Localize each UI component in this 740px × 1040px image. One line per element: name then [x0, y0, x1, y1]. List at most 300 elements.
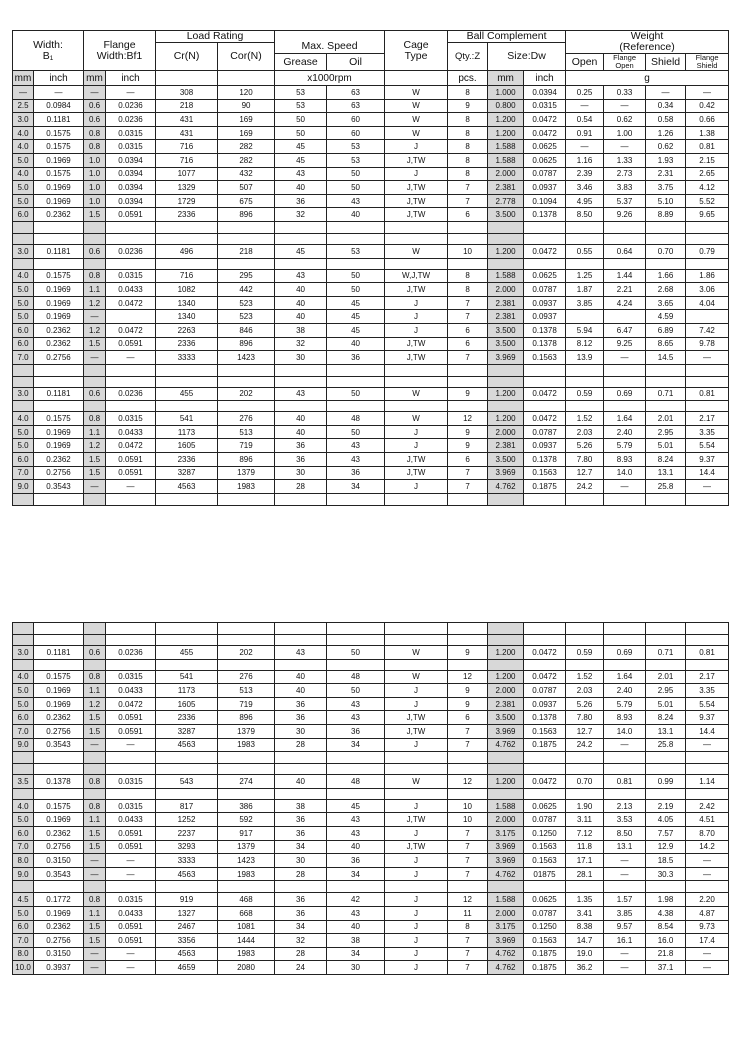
table-cell: 36.2	[566, 961, 604, 975]
unit-mm: mm	[84, 71, 106, 86]
table-cell: 5.01	[646, 697, 686, 711]
table-cell: 3.35	[686, 425, 729, 439]
ball-complement-header: Ball Complement	[448, 31, 566, 43]
table-cell: 1.0	[84, 153, 106, 167]
table-row	[13, 425, 729, 439]
table-cell: 0.0315	[106, 126, 156, 140]
table-cell: J,TW	[385, 181, 448, 195]
table-cell: 9.0	[13, 738, 34, 752]
table-cell: 896	[218, 208, 275, 222]
table-cell: 1.57	[604, 893, 646, 907]
table-cell: 2.381	[488, 181, 524, 195]
table-cell: 6.0	[13, 323, 34, 337]
table-cell: 3287	[156, 466, 218, 480]
table-cell: 0.1181	[34, 387, 84, 401]
table-row	[13, 269, 729, 283]
width-b1-header: Width: B₁	[13, 31, 84, 71]
table-cell: J	[385, 167, 448, 181]
table-cell: 846	[218, 323, 275, 337]
table-cell: 3.85	[566, 296, 604, 310]
table-cell: 7.0	[13, 840, 34, 854]
table-cell: 8	[448, 126, 488, 140]
table-cell: 9	[448, 99, 488, 113]
table-cell: 40	[275, 310, 327, 324]
blank-row	[13, 788, 729, 799]
table-cell: 1.200	[488, 670, 524, 684]
table-cell: —	[686, 738, 729, 752]
table-cell: 24.2	[566, 480, 604, 494]
table-cell: 50	[327, 283, 385, 297]
table-cell: 1.5	[84, 724, 106, 738]
table-cell: 2.381	[488, 697, 524, 711]
table-cell: —	[604, 738, 646, 752]
table-cell: 1.64	[604, 412, 646, 426]
table-cell: 0.0236	[106, 113, 156, 127]
table-cell: 50	[327, 269, 385, 283]
table-cell: 1.5	[84, 208, 106, 222]
table-cell: 719	[218, 697, 275, 711]
table-cell: 0.2362	[34, 453, 84, 467]
cage-type-header: Cage Type	[385, 31, 448, 71]
table-cell: J	[385, 854, 448, 868]
table-cell: 1327	[156, 906, 218, 920]
table-cell: 0.3543	[34, 480, 84, 494]
table-cell: 1423	[218, 854, 275, 868]
table-cell: —	[106, 867, 156, 881]
table-cell: 43	[327, 711, 385, 725]
table-cell: 543	[156, 775, 218, 789]
table-cell: 7	[448, 724, 488, 738]
table-cell: 0.81	[604, 775, 646, 789]
table-cell: 2.5	[13, 99, 34, 113]
table-cell: 0.0472	[524, 126, 566, 140]
table-cell: 1.1	[84, 684, 106, 698]
table-cell: —	[604, 99, 646, 113]
cor-header: Cor(N)	[218, 43, 275, 71]
blank-row	[13, 233, 729, 244]
table-cell: 218	[156, 99, 218, 113]
table-row	[13, 670, 729, 684]
table-cell: 1.200	[488, 775, 524, 789]
table-cell: 1173	[156, 425, 218, 439]
table-cell: 0.8	[84, 893, 106, 907]
table-cell: 0.0937	[524, 439, 566, 453]
table-row	[13, 738, 729, 752]
table-cell: 12.9	[646, 840, 686, 854]
table-row	[13, 167, 729, 181]
table-cell: 37.1	[646, 961, 686, 975]
table-cell: 2.40	[604, 425, 646, 439]
table-row	[13, 181, 729, 195]
table-row	[13, 466, 729, 480]
table-row	[13, 153, 729, 167]
table-cell: 3.175	[488, 920, 524, 934]
table-cell: 10	[448, 799, 488, 813]
table-cell: 5.79	[604, 697, 646, 711]
table-cell: 218	[218, 244, 275, 258]
table-cell: 7	[448, 947, 488, 961]
table-cell: 30	[275, 466, 327, 480]
table-cell: 3.11	[566, 813, 604, 827]
table-cell: 4563	[156, 738, 218, 752]
table-cell: 32	[275, 337, 327, 351]
table-cell: 1329	[156, 181, 218, 195]
table-cell: 2.03	[566, 684, 604, 698]
table-cell: 120	[218, 86, 275, 100]
table-cell: 3.41	[566, 906, 604, 920]
table-cell: 8.93	[604, 711, 646, 725]
table-cell: 2.01	[646, 412, 686, 426]
table-cell: 4563	[156, 947, 218, 961]
table-cell: 8.24	[646, 711, 686, 725]
table-cell: 274	[218, 775, 275, 789]
table-cell: 0.1575	[34, 799, 84, 813]
table-cell: 0.0433	[106, 425, 156, 439]
table-cell: 7	[448, 296, 488, 310]
table-cell: 675	[218, 194, 275, 208]
table-cell: 7	[448, 934, 488, 948]
table-row	[13, 697, 729, 711]
table-cell: 1.0	[84, 167, 106, 181]
table-cell: W	[385, 775, 448, 789]
table-cell: 4.0	[13, 799, 34, 813]
table-cell: 36	[275, 906, 327, 920]
table-cell: 36	[275, 711, 327, 725]
table-cell: 0.0787	[524, 167, 566, 181]
table-cell: 0.59	[566, 646, 604, 660]
table-cell: W	[385, 113, 448, 127]
table-cell: 43	[327, 453, 385, 467]
table-cell: 2.381	[488, 310, 524, 324]
table-cell: 0.1969	[34, 153, 84, 167]
table-cell: 0.2756	[34, 724, 84, 738]
table-cell: 1.2	[84, 296, 106, 310]
table-cell: 7	[448, 867, 488, 881]
blank-row	[13, 376, 729, 387]
open-header: Open	[566, 54, 604, 71]
table-cell: 4.04	[686, 296, 729, 310]
table-cell: 1379	[218, 840, 275, 854]
table-cell: 6.0	[13, 337, 34, 351]
table-row	[13, 867, 729, 881]
table-cell: —	[604, 140, 646, 154]
table-cell: 6.47	[604, 323, 646, 337]
table-row	[13, 323, 729, 337]
table-cell: 42	[327, 893, 385, 907]
table-cell: 12	[448, 775, 488, 789]
table-cell: —	[106, 854, 156, 868]
table-cell: 0.81	[686, 387, 729, 401]
table-cell: 9.65	[686, 208, 729, 222]
table-cell: 0.1563	[524, 466, 566, 480]
table-cell: 2336	[156, 453, 218, 467]
table-cell: 6	[448, 711, 488, 725]
table-cell: 0.0236	[106, 244, 156, 258]
table-cell: 0.8	[84, 126, 106, 140]
table-cell: 0.0625	[524, 799, 566, 813]
table-cell: 0.800	[488, 99, 524, 113]
table-cell: 295	[218, 269, 275, 283]
table-cell: —	[106, 947, 156, 961]
table-cell: 0.34	[646, 99, 686, 113]
table-cell: 21.8	[646, 947, 686, 961]
table-cell: 43	[327, 813, 385, 827]
table-cell: 8	[448, 140, 488, 154]
table-cell: 817	[156, 799, 218, 813]
table-cell: 0.0787	[524, 283, 566, 297]
table-cell: 53	[327, 244, 385, 258]
table-cell: 4.762	[488, 867, 524, 881]
table-cell: 455	[156, 646, 218, 660]
table-cell: 6	[448, 453, 488, 467]
table-cell: 2.13	[604, 799, 646, 813]
table-cell: J	[385, 310, 448, 324]
table-cell: W	[385, 412, 448, 426]
table-cell: 50	[327, 181, 385, 195]
table-cell: 1.588	[488, 799, 524, 813]
table-cell: 2.31	[646, 167, 686, 181]
table-cell: 0.6	[84, 113, 106, 127]
table-cell: 36	[275, 893, 327, 907]
table-cell: 63	[327, 86, 385, 100]
table-body-upper	[13, 86, 729, 506]
table-cell: 3.06	[686, 283, 729, 297]
table-cell: 5.0	[13, 153, 34, 167]
table-cell: 1.0	[84, 194, 106, 208]
table-cell: 1379	[218, 466, 275, 480]
table-cell: 0.25	[566, 86, 604, 100]
table-cell: 1.200	[488, 646, 524, 660]
table-cell: 0.1875	[524, 947, 566, 961]
table-cell: —	[106, 961, 156, 975]
table-cell: —	[84, 351, 106, 365]
table-cell: 45	[275, 244, 327, 258]
table-cell: 1605	[156, 439, 218, 453]
table-cell: 0.2362	[34, 208, 84, 222]
table-cell: 3287	[156, 724, 218, 738]
table-cell: 8.70	[686, 826, 729, 840]
table-cell: 40	[327, 840, 385, 854]
table-cell: 169	[218, 126, 275, 140]
table-cell: 45	[327, 296, 385, 310]
table-cell: 40	[275, 296, 327, 310]
table-cell: 0.1181	[34, 113, 84, 127]
table-cell: 8.0	[13, 854, 34, 868]
table-cell: 43	[327, 826, 385, 840]
table-cell: 5.94	[566, 323, 604, 337]
table-cell: —	[13, 86, 34, 100]
table-cell: 53	[275, 99, 327, 113]
table-cell: J,TW	[385, 153, 448, 167]
table-cell: J	[385, 906, 448, 920]
table-cell: 14.4	[686, 724, 729, 738]
table-cell: 0.0625	[524, 140, 566, 154]
table-cell: 0.1563	[524, 724, 566, 738]
table-cell: 1.588	[488, 140, 524, 154]
table-cell: 0.0394	[106, 194, 156, 208]
table-cell: 0.0433	[106, 906, 156, 920]
table-cell: —	[84, 86, 106, 100]
table-cell: 0.0236	[106, 387, 156, 401]
bearing-spec-table-upper	[12, 30, 729, 506]
table-cell: 3.500	[488, 323, 524, 337]
table-cell: 4.12	[686, 181, 729, 195]
table-cell: 2237	[156, 826, 218, 840]
table-cell: J	[385, 323, 448, 337]
flange-width-header: Flange Width:Bf1	[84, 31, 156, 71]
table-cell: 432	[218, 167, 275, 181]
table-cell: 202	[218, 646, 275, 660]
table-cell: 8	[448, 167, 488, 181]
table-cell: 0.2362	[34, 711, 84, 725]
table-cell: 2.95	[646, 425, 686, 439]
table-cell: 01875	[524, 867, 566, 881]
table-cell: 0.1563	[524, 351, 566, 365]
table-cell: 1.25	[566, 269, 604, 283]
table-cell: 13.1	[646, 724, 686, 738]
table-cell: 4.0	[13, 269, 34, 283]
table-cell: 0.0472	[524, 646, 566, 660]
table-cell: 0.1181	[34, 244, 84, 258]
table-cell: 2336	[156, 208, 218, 222]
table-cell: 0.0315	[106, 775, 156, 789]
table-cell: 1.200	[488, 126, 524, 140]
table-cell: 1.2	[84, 439, 106, 453]
table-cell: 7.0	[13, 934, 34, 948]
table-cell: 4.762	[488, 961, 524, 975]
table-cell: 13.9	[566, 351, 604, 365]
table-row	[13, 99, 729, 113]
table-cell: 30	[275, 724, 327, 738]
table-cell: 0.0787	[524, 906, 566, 920]
table-cell: 43	[327, 194, 385, 208]
table-cell: 2.381	[488, 439, 524, 453]
table-cell: —	[686, 947, 729, 961]
table-cell: —	[604, 351, 646, 365]
table-cell: 0.8	[84, 269, 106, 283]
table-row	[13, 296, 729, 310]
table-cell: 0.0394	[106, 167, 156, 181]
table-cell: 1.38	[686, 126, 729, 140]
table-cell: 25.8	[646, 738, 686, 752]
table-cell: 1.5	[84, 920, 106, 934]
table-cell: 1.87	[566, 283, 604, 297]
table-cell: 0.0472	[524, 113, 566, 127]
table-cell: 12	[448, 893, 488, 907]
table-cell: 0.69	[604, 646, 646, 660]
table-cell: 0.1575	[34, 269, 84, 283]
table-cell: 2.778	[488, 194, 524, 208]
table-cell: 7	[448, 310, 488, 324]
table-cell: 50	[327, 646, 385, 660]
table-cell: 523	[218, 296, 275, 310]
table-cell: 3.969	[488, 840, 524, 854]
table-cell: 1.5	[84, 453, 106, 467]
table-cell: 0.1563	[524, 934, 566, 948]
table-cell: 5.0	[13, 310, 34, 324]
table-cell: J	[385, 934, 448, 948]
table-cell: J	[385, 947, 448, 961]
table-cell	[106, 310, 156, 324]
shield-header: Shield	[646, 54, 686, 71]
table-cell: 9.26	[604, 208, 646, 222]
table-cell: 7	[448, 826, 488, 840]
table-cell: 1.33	[604, 153, 646, 167]
table-cell: 9.73	[686, 920, 729, 934]
table-cell: 1.2	[84, 697, 106, 711]
table-cell: —	[604, 854, 646, 868]
table-cell: 48	[327, 775, 385, 789]
table-cell: 3.0	[13, 646, 34, 660]
flange-shield-header: Flange Shield	[686, 54, 729, 71]
table-cell: 0.1378	[524, 337, 566, 351]
table-cell: W,J,TW	[385, 269, 448, 283]
table-cell: 12	[448, 412, 488, 426]
unit-g: g	[566, 71, 729, 86]
table-cell: 0.1250	[524, 826, 566, 840]
table-row	[13, 840, 729, 854]
table-cell: 1.200	[488, 244, 524, 258]
table-cell: 0.1969	[34, 906, 84, 920]
table-row	[13, 351, 729, 365]
table-row	[13, 711, 729, 725]
table-cell: 0.0472	[106, 296, 156, 310]
table-cell: 8	[448, 86, 488, 100]
table-cell: 43	[327, 697, 385, 711]
table-cell: 0.8	[84, 775, 106, 789]
table-cell: 1.5	[84, 466, 106, 480]
table-cell: 2.000	[488, 813, 524, 827]
oil-header: Oil	[327, 54, 385, 71]
table-cell: 0.62	[604, 113, 646, 127]
table-cell: 5.0	[13, 425, 34, 439]
table-cell: 0.59	[566, 387, 604, 401]
table-row	[13, 244, 729, 258]
table-cell: 9.0	[13, 867, 34, 881]
table-cell: 10	[448, 244, 488, 258]
table-cell: 0.1378	[524, 323, 566, 337]
table-cell: 53	[327, 140, 385, 154]
table-cell: 0.0937	[524, 310, 566, 324]
table-cell: 0.71	[646, 387, 686, 401]
table-cell: 1.5	[84, 934, 106, 948]
table-cell: 0.1378	[34, 775, 84, 789]
qty-header: Qty.:Z	[448, 43, 488, 71]
table-cell: 4659	[156, 961, 218, 975]
table-cell: 6.0	[13, 920, 34, 934]
section-gap-row	[13, 221, 729, 233]
table-cell: 0.64	[604, 244, 646, 258]
table-cell: 0.0315	[106, 412, 156, 426]
size-header: Size:Dw	[488, 43, 566, 71]
table-cell: 3.969	[488, 724, 524, 738]
table-cell: 1081	[218, 920, 275, 934]
table-cell: 0.2362	[34, 337, 84, 351]
table-cell: 5.54	[686, 697, 729, 711]
table-cell: 1.26	[646, 126, 686, 140]
table-cell: 0.0937	[524, 296, 566, 310]
table-cell: W	[385, 244, 448, 258]
unit-speed: x1000rpm	[275, 71, 385, 86]
table-cell: 0.1575	[34, 412, 84, 426]
table-cell: 36	[275, 813, 327, 827]
table-cell: 0.1969	[34, 181, 84, 195]
table-cell: 0.0315	[106, 140, 156, 154]
table-cell: 3.969	[488, 351, 524, 365]
table-cell: 442	[218, 283, 275, 297]
table-cell: 0.1575	[34, 670, 84, 684]
table-row	[13, 86, 729, 100]
